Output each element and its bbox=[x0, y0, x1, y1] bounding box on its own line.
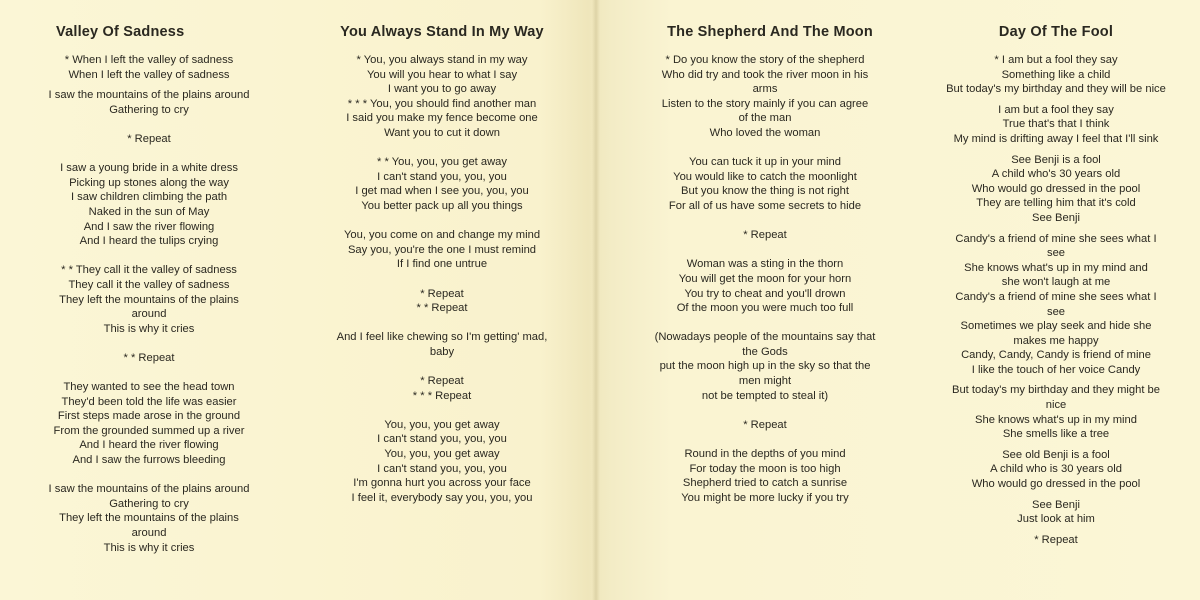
page-fold bbox=[592, 0, 600, 600]
stanza: See old Benji is a fool A child who is 30 years old Who would go dressed in the pool bbox=[971, 448, 1141, 491]
stanza: * * They call it the valley of sadness They call it the valley of sadness They left the mountains of the plains around This is why it cries bbox=[59, 264, 239, 335]
stanza: Round in the depths of you mind For today the moon is too high Shepherd tried to catch a sunrise You might be more lucky if you try bbox=[681, 448, 849, 504]
stanza: * Repeat bbox=[127, 132, 171, 145]
stanza: See Benji Just look at him bbox=[1017, 498, 1095, 526]
stanza: They wanted to see the head town They'd been told the life was easier First steps made arose in the ground From the grounded summed up a river And I heard the river flowing And I saw the furrows bleeding bbox=[53, 381, 245, 467]
stanza: * Repeat * * * Repeat bbox=[412, 375, 472, 402]
song-column-the-shepherd-and-the-moon bbox=[620, 22, 910, 520]
stanza: You, you come on and change my mind Say you, you're the one I must remind If I find one untrue bbox=[343, 229, 541, 271]
stanza: * Repeat bbox=[743, 229, 787, 242]
stanza: Woman was a sting in the thorn You will get the moon for your horn You try to cheat and you'll drown Of the moon you were much too full bbox=[676, 258, 854, 315]
stanza: * Repeat * * Repeat bbox=[416, 287, 468, 315]
stanza: I saw the mountains of the plains around Gathering to cry They left the mountains of the plains around This is why it cries bbox=[48, 483, 250, 554]
stanza: See Benji is a fool A child who's 30 years old Who would go dressed in the pool They are telling him that it's cold See Benji bbox=[971, 153, 1141, 224]
song-title: Day Of The Fool bbox=[998, 24, 1114, 40]
stanza: I am but a fool they say True that's that I think My mind is drifting away I feel that I'll sink bbox=[953, 103, 1159, 145]
stanza: I saw a young bride in a white dress Picking up stones along the way I saw children climbing the path Naked in the sun of May And I saw the river flowing And I heard the tulips crying bbox=[60, 162, 238, 248]
stanza: And I feel like chewing so I'm getting' mad, baby bbox=[336, 331, 548, 358]
stanza: * Repeat bbox=[743, 418, 787, 431]
stanza: * * Repeat bbox=[123, 351, 175, 364]
stanza: (Nowadays people of the mountains say that the Gods put the moon high up in the sky so that the men might not be tempted to steal it) bbox=[654, 331, 876, 402]
stanza: * Repeat bbox=[1034, 533, 1078, 546]
stanza: * Do you know the story of the shepherd Who did try and took the river moon in his arms Listen to the story mainly if you can agree of the man Who loved the woman bbox=[661, 54, 869, 139]
stanza: * When I left the valley of sadness When I left the valley of sadness bbox=[64, 54, 234, 81]
song-column-you-always-stand-in-my-way bbox=[312, 22, 572, 520]
song-title: The Shepherd And The Moon bbox=[667, 24, 873, 40]
stanza: * I am but a fool they say Something like a child But today's my birthday and they will be nice bbox=[946, 54, 1166, 96]
stanza: But today's my birthday and they might be nice She knows what's up in my mind She smells like a tree bbox=[952, 384, 1160, 441]
song-column-day-of-the-fool bbox=[920, 22, 1192, 553]
stanza: You, you, you get away I can't stand you, you, you You, you, you get away I can't stand you, you, you I'm gonna hurt you across your face I feel it, everybody say you, you, you bbox=[351, 418, 533, 504]
stanza: I saw the mountains of the plains around Gathering to cry bbox=[48, 89, 250, 116]
stanza: You can tuck it up in your mind You would like to catch the moonlight But you know the thing is not right For all of us have some secrets to hide bbox=[668, 156, 862, 212]
song-title: You Always Stand In My Way bbox=[340, 24, 544, 40]
song-title: Valley Of Sadness bbox=[56, 24, 185, 40]
stanza: * * You, you, you get away I can't stand you, you, you I get mad when I see you, you, you You better pack up all you things bbox=[355, 156, 529, 212]
song-column-valley-of-sadness bbox=[18, 22, 280, 570]
stanza: Candy's a friend of mine she sees what I see She knows what's up in my mind and she won't laugh at me Candy's a friend of mine she sees what I see Sometimes we play seek and hide she makes me happy Candy, Candy, Candy is friend of mine I like the touch of her voice Candy bbox=[955, 232, 1157, 376]
stanza: * You, you always stand in my way You will you hear to what I say I want you to go away * * * You, you should find another man I said you make my fence become one Want you to cut it down bbox=[346, 54, 538, 139]
